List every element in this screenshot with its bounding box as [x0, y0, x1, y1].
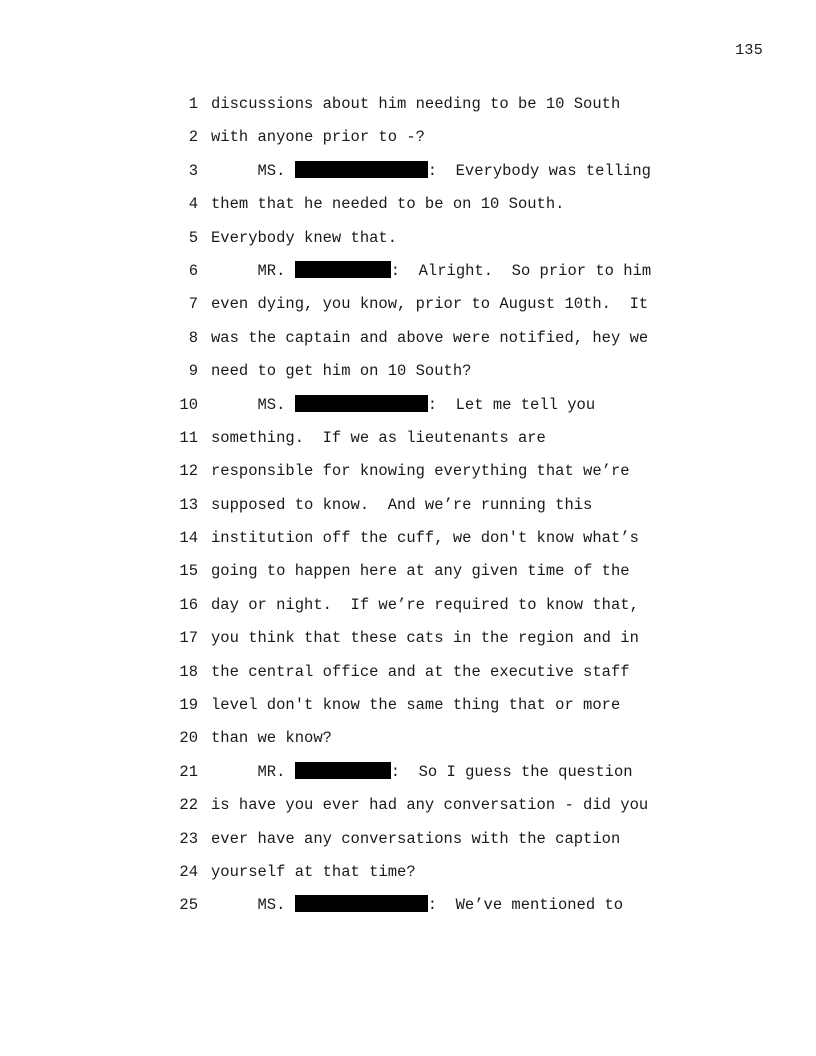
- line-number: 25: [179, 896, 198, 915]
- transcript-line: [170, 427, 651, 460]
- line-text: : Let me tell you: [427, 395, 596, 414]
- speaker-prefix: MS.: [211, 161, 295, 180]
- line-text: the central office and at the executive staff: [211, 662, 630, 681]
- speaker-prefix: MS.: [211, 896, 295, 915]
- transcript-line: [170, 260, 651, 293]
- redaction-bar: [295, 395, 428, 412]
- line-number: 19: [179, 696, 198, 715]
- line-text: you think that these cats in the region and in: [211, 629, 639, 648]
- line-number: 15: [179, 562, 198, 581]
- page-number: 135: [735, 42, 763, 59]
- line-text: Everybody knew that.: [211, 228, 398, 247]
- transcript-line: [170, 126, 651, 159]
- speaker-prefix: MR.: [211, 762, 295, 781]
- line-text: : So I guess the question: [390, 762, 633, 781]
- transcript-line: [170, 560, 651, 593]
- line-number: 20: [179, 729, 198, 748]
- line-number: 23: [179, 829, 198, 848]
- transcript-line: [170, 227, 651, 260]
- line-number: 22: [179, 796, 198, 815]
- line-text: day or night. If we’re required to know that,: [211, 595, 639, 614]
- line-text: discussions about him needing to be 10 South: [211, 95, 621, 113]
- line-number: 18: [179, 662, 198, 681]
- line-number: 9: [188, 362, 198, 381]
- transcript-line: [170, 193, 651, 226]
- transcript-line: [170, 727, 651, 760]
- transcript-line: [170, 527, 651, 560]
- line-number: 2: [188, 128, 198, 147]
- line-text: going to happen here at any given time of the: [211, 562, 630, 581]
- line-number: 11: [179, 428, 198, 447]
- redaction-bar: [295, 895, 428, 912]
- line-number: 14: [179, 529, 198, 548]
- line-number: 21: [179, 762, 198, 781]
- line-text: with anyone prior to -?: [211, 128, 425, 147]
- line-text: : Everybody was telling: [427, 161, 651, 180]
- transcript-line: [170, 293, 651, 326]
- transcript-line: [170, 694, 651, 727]
- line-number: 10: [179, 395, 198, 414]
- transcript-line: [170, 360, 651, 393]
- transcript-line: [170, 460, 651, 493]
- redaction-bar: [295, 762, 391, 779]
- line-number: 16: [179, 595, 198, 614]
- line-number: 17: [179, 629, 198, 648]
- transcript-line: [170, 594, 651, 627]
- speaker-prefix: MR.: [211, 261, 295, 280]
- line-number: 12: [179, 462, 198, 481]
- line-number: 1: [188, 95, 198, 113]
- redaction-bar: [295, 161, 428, 178]
- line-number: 6: [188, 261, 198, 280]
- transcript-line: [170, 794, 651, 827]
- transcript-line: [170, 661, 651, 694]
- transcript-line: [170, 494, 651, 527]
- line-text: something. If we as lieutenants are: [211, 428, 546, 447]
- line-number: 3: [188, 161, 198, 180]
- transcript-line: [170, 160, 651, 193]
- line-number: 4: [188, 195, 198, 214]
- line-text: need to get him on 10 South?: [211, 362, 472, 381]
- line-text: is have you ever had any conversation - did you: [211, 796, 649, 815]
- line-text: them that he needed to be on 10 South.: [211, 195, 565, 214]
- line-text: : Alright. So prior to him: [390, 261, 652, 280]
- transcript-line: [170, 93, 651, 126]
- transcript-line: [170, 627, 651, 660]
- redaction-bar: [295, 261, 391, 278]
- line-text: even dying, you know, prior to August 10th. It: [211, 295, 649, 314]
- line-text: level don't know the same thing that or more: [211, 696, 621, 715]
- transcript-line: [170, 761, 651, 794]
- line-text: responsible for knowing everything that we’re: [211, 462, 630, 481]
- line-text: supposed to know. And we’re running this: [211, 495, 593, 514]
- transcript-body: [170, 93, 651, 928]
- transcript-line: [170, 894, 651, 927]
- line-text: ever have any conversations with the caption: [211, 829, 621, 848]
- line-text: than we know?: [211, 729, 332, 748]
- transcript-line: [170, 828, 651, 861]
- line-text: was the captain and above were notified, hey we: [211, 328, 649, 347]
- line-number: 24: [179, 862, 198, 881]
- line-number: 8: [188, 328, 198, 347]
- line-text: yourself at that time?: [211, 862, 416, 881]
- transcript-line: [170, 861, 651, 894]
- line-text: : We’ve mentioned to: [427, 896, 624, 915]
- line-number: 13: [179, 495, 198, 514]
- line-number: 5: [188, 228, 198, 247]
- line-text: institution off the cuff, we don't know what’s: [211, 529, 639, 548]
- transcript-line: [170, 394, 651, 427]
- transcript-line: [170, 327, 651, 360]
- line-number: 7: [188, 295, 198, 314]
- speaker-prefix: MS.: [211, 395, 295, 414]
